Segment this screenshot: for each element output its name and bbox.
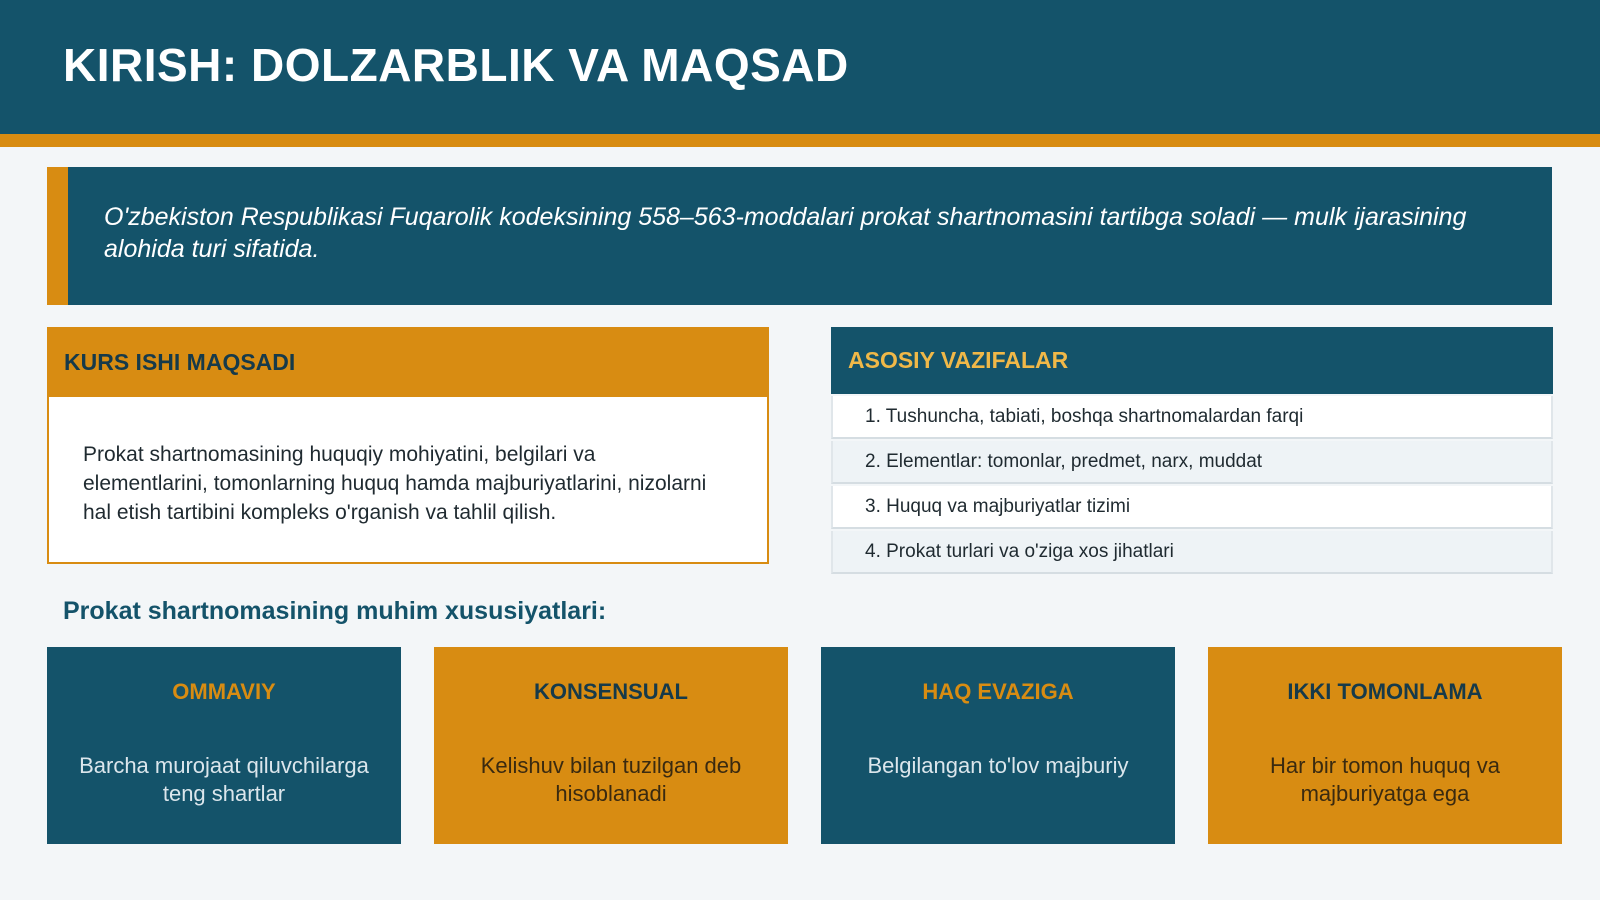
task-item xyxy=(831,396,1553,439)
task-item xyxy=(831,486,1553,529)
features-label: Prokat shartnomasining muhim xususiyatlari: xyxy=(63,597,607,625)
intro-accent-bar xyxy=(47,167,68,305)
feature-card-title: IKKI TOMONLAMA xyxy=(1287,679,1483,704)
feature-card-text: Har bir tomon huquq va majburiyatga ega xyxy=(1270,753,1500,806)
tasks-panel-header xyxy=(831,327,1553,394)
task-item-label: 1. Tushuncha, tabiati, boshqa shartnomalardan farqi xyxy=(865,406,1304,427)
task-item-label: 4. Prokat turlari va o'ziga xos jihatlari xyxy=(865,541,1174,562)
task-item xyxy=(831,531,1553,574)
feature-card-haq-evaziga xyxy=(821,647,1175,844)
page-title: KIRISH: DOLZARBLIK VA MAQSAD xyxy=(63,39,849,91)
goal-panel-header xyxy=(49,329,767,397)
goal-panel xyxy=(47,327,769,564)
feature-card-konsensual xyxy=(434,647,788,844)
tasks-heading: ASOSIY VAZIFALAR xyxy=(848,347,1069,373)
feature-card-text: Belgilangan to'lov majburiy xyxy=(867,753,1129,778)
intro-text: O'zbekiston Respublikasi Fuqarolik kodeksining 558–563-moddalari prokat shartnomasini tartibga soladi — mulk ijarasining alohida turi sifatida. xyxy=(104,203,1467,263)
feature-card-text: Barcha murojaat qiluvchilarga teng shartlar xyxy=(79,753,369,806)
header-bar xyxy=(0,0,1600,134)
feature-card-title: OMMAVIY xyxy=(172,679,276,704)
goal-text: Prokat shartnomasining huquqiy mohiyatini, belgilari va elementlarini, tomonlarning huquq hamda majburiyatlarini, nizolarni hal etish tartibini kompleks o'rganish va tahlil qilish. xyxy=(83,443,707,524)
feature-card-title: KONSENSUAL xyxy=(533,679,688,704)
feature-card-title: HAQ EVAZIGA xyxy=(922,679,1074,704)
feature-card-ommaviy xyxy=(47,647,401,844)
header-accent-stripe xyxy=(0,134,1600,147)
task-item xyxy=(831,441,1553,484)
feature-card-ikki-tomonlama xyxy=(1208,647,1562,844)
task-item-label: 3. Huquq va majburiyatlar tizimi xyxy=(865,496,1131,517)
feature-card-text: Kelishuv bilan tuzilgan deb hisoblanadi xyxy=(480,753,742,806)
intro-banner xyxy=(47,167,1552,305)
goal-heading: KURS ISHI MAQSADI xyxy=(64,349,296,375)
tasks-panel xyxy=(831,327,1553,572)
task-item-label: 2. Elementlar: tomonlar, predmet, narx, muddat xyxy=(865,451,1263,472)
